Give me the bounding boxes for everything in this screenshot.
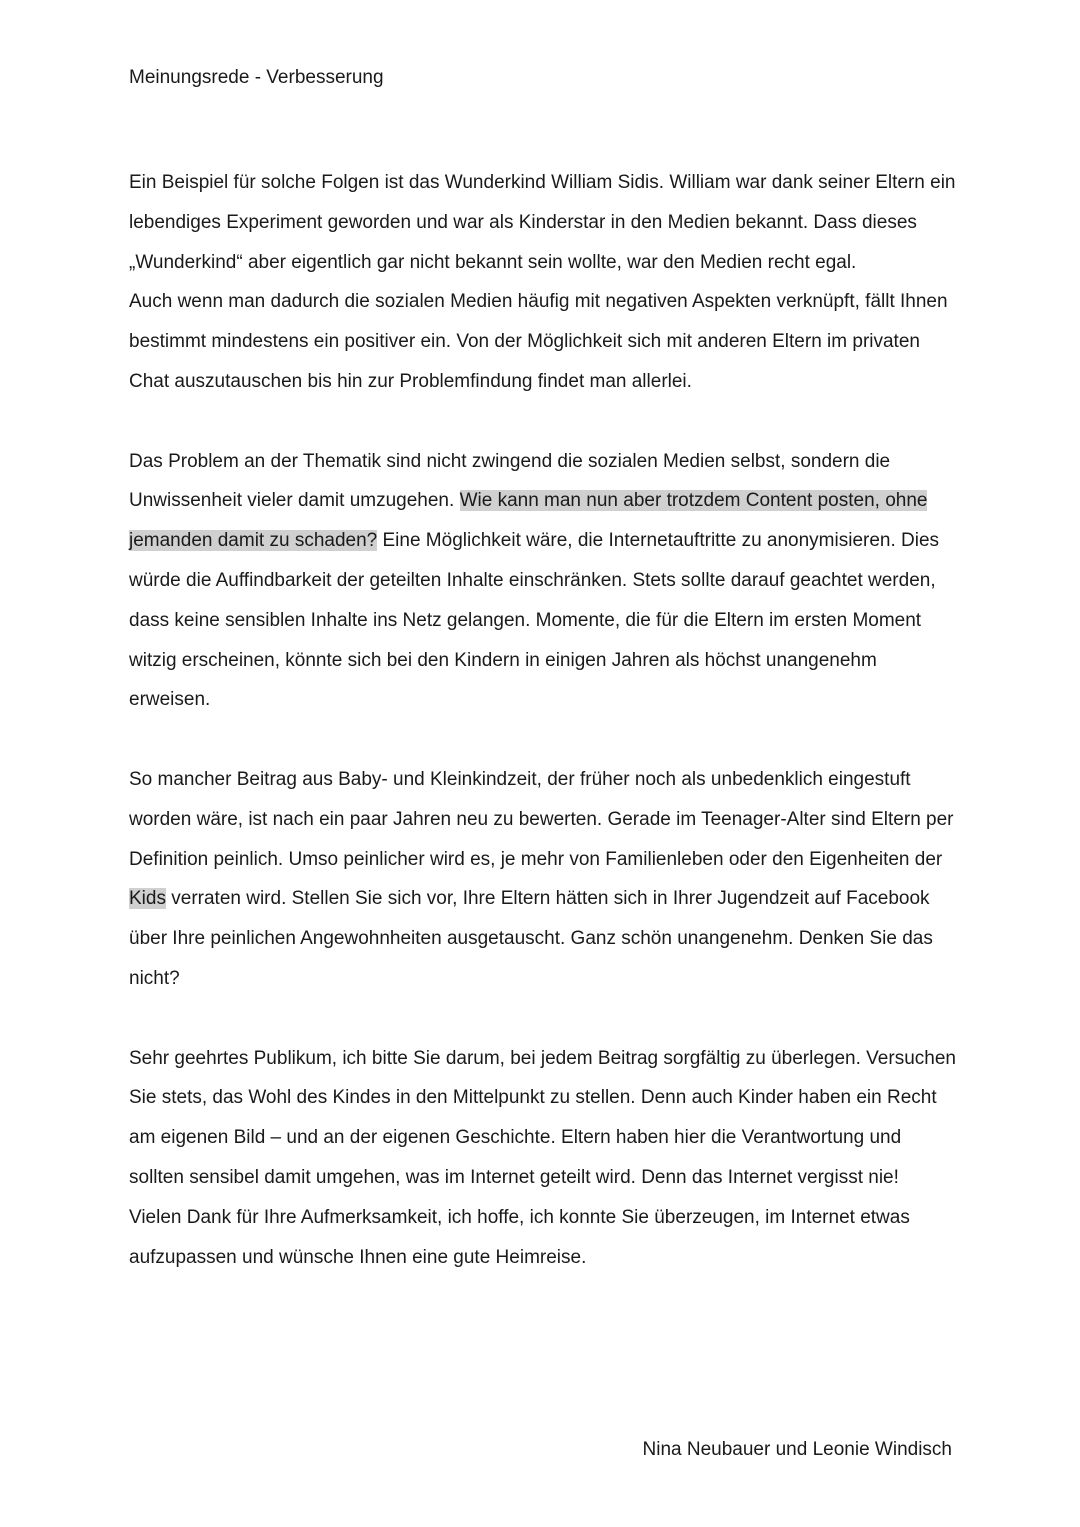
paragraph-4-text-before: So mancher Beitrag aus Baby- und Kleinkindzeit, der früher noch als unbedenklich eingestuft worden wäre, ist nach ein paar Jahren neu zu bewerten. Gerade im Teenager-Alter sind Eltern per Definition peinlich. Umso peinlicher wird es, je mehr von Familienleben oder den Eigenheiten der [129, 768, 954, 870]
paragraph-3-text-before: Das Problem an der Thematik sind nicht zwingend die sozialen Medien selbst, sondern die Unwissenheit vieler damit umzugehen. [129, 450, 891, 512]
author-signature: Nina Neubauer und Leonie Windisch [642, 1439, 952, 1460]
paragraph-2: Auch wenn man dadurch die sozialen Medien häufig mit negativen Aspekten verknüpft, fällt Ihnen bestimmt mindestens ein positiver ein. Von der Möglichkeit sich mit anderen Eltern im privaten Chat auszutauschen bis hin zur Problemfindung findet man allerlei. [129, 291, 948, 392]
paragraph-gap [129, 402, 959, 442]
document-body [129, 163, 959, 1277]
paragraph-4 [129, 760, 959, 999]
paragraph-3-text-after: Eine Möglichkeit wäre, die Internetauftritte zu anonymisieren. Dies würde die Auffindbarkeit der geteilten Inhalte einschränken. Stets sollte darauf geachtet werden, dass keine sensiblen Inhalte ins Netz gelangen. Momente, die für die Eltern im ersten Moment witzig erscheinen, könnte sich bei den Kindern in einigen Jahren als höchst unangenehm erweisen. [129, 530, 940, 711]
paragraph-1: Ein Beispiel für solche Folgen ist das Wunderkind William Sidis. William war dank seiner Eltern ein lebendiges Experiment geworden und war als Kinderstar in den Medien bekannt. Dass dieses „Wunderkind“ aber eigentlich gar nicht bekannt sein wollte, war den Medien recht egal. [129, 172, 956, 273]
paragraph-3 [129, 442, 959, 721]
highlighted-word-kids: Kids [129, 888, 166, 910]
highlighted-question: Wie kann man nun aber trotzdem Content posten, ohne jemanden damit zu schaden? [129, 490, 928, 552]
paragraph-6: Vielen Dank für Ihre Aufmerksamkeit, ich hoffe, ich konnte Sie überzeugen, im Internet etwas aufzupassen und wünsche Ihnen eine gute Heimreise. [129, 1206, 910, 1268]
paragraph-4-text-after: verraten wird. Stellen Sie sich vor, Ihre Eltern hätten sich in Ihrer Jugendzeit auf Facebook über Ihre peinlichen Angewohnheiten ausgetauscht. Ganz schön unangenehm. Denken Sie das nicht? [129, 888, 933, 989]
paragraph-gap [129, 999, 959, 1039]
paragraph-gap [129, 720, 959, 760]
paragraph-5: Sehr geehrtes Publikum, ich bitte Sie darum, bei jedem Beitrag sorgfältig zu überlegen. Versuchen Sie stets, das Wohl des Kindes in den Mittelpunkt zu stellen. Denn auch Kinder haben ein Recht am eigenen Bild – und an der eigenen Geschichte. Eltern haben hier die Verantwortung und sollten sensibel damit umgehen, was im Internet geteilt wird. Denn das Internet vergisst nie! [129, 1047, 956, 1188]
document-title: Meinungsrede - Verbesserung [129, 67, 384, 88]
